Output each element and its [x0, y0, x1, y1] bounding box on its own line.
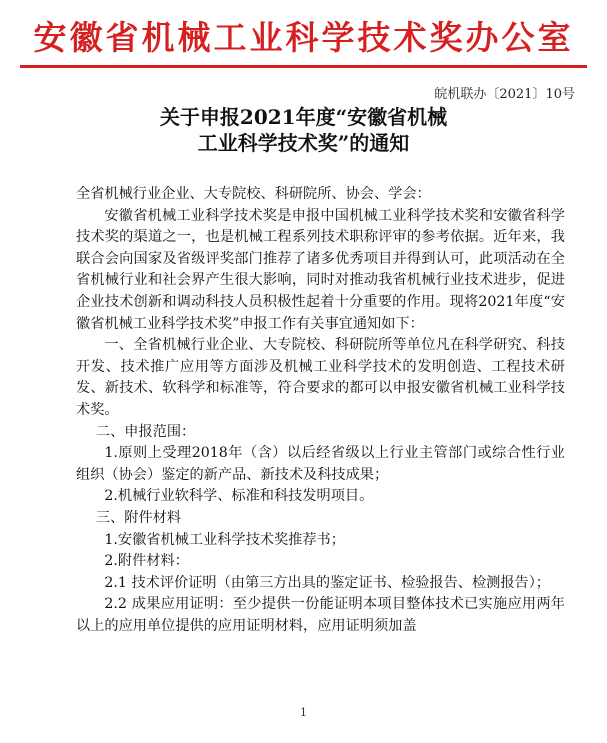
intro-paragraph: 安徽省机械工业科学技术奖是申报中国机械工业科学技术奖和安徽省科学技术奖的渠道之一，也是机械工程系列技术职称评审的参考依据。近年来，我联合会向国家及省级评奖部门推荐了诸多优秀项目并得到认可，此项活动在全省机械行业和社会界产生很大影响，同时对推动我省机械行业技术进步，促进企业技术创新和调动科技人员积极性起着十分重要的作用。现将2021年度“安徽省机械工业科学技术奖”申报工作有关事宜通知如下：	[76, 207, 565, 332]
section-1-paragraph: 一、全省机械行业企业、大专院校、科研院所等单位凡在科学研究、科技开发、技术推广应用等方面涉及机械工业科学技术的发明创造、工程技术研发、新技术、软科学和标准等，符合要求的都可以申报安徽省机械工业科学技术奖。	[76, 337, 565, 418]
notice-title	[0, 104, 607, 156]
section-3-item-2: 2.附件材料：	[104, 553, 189, 570]
section-3-item-1: 1.安徽省机械工业科学技术奖推荐书；	[104, 531, 345, 548]
section-2-heading: 二、申报范围：	[95, 423, 196, 440]
section-3-item-2-2: 2.2 成果应用证明：至少提供一份能证明本项目整体技术已实施应用两年以上的应用单位提供的应用证明材料，应用证明须加盖	[76, 596, 565, 634]
notice-body	[76, 184, 565, 637]
document-number: 皖机联办〔2021〕10号	[434, 87, 575, 102]
notice-title-line-1: 关于申报2021年度“安徽省机械	[159, 105, 448, 129]
page-number: 1	[300, 706, 307, 719]
header-red-line	[20, 65, 587, 68]
section-2-item-1: 1.原则上受理2018年（含）以后经省级以上行业主管部门或综合性行业组织（协会）鉴定的新产品、新技术及科技成果；	[76, 445, 565, 483]
section-2-item-2: 2.机械行业软科学、标准和科技发明项目。	[104, 488, 374, 505]
issuing-office-header: 安徽省机械工业科学技术奖办公室	[33, 18, 574, 57]
section-3-heading: 三、附件材料	[95, 509, 182, 526]
notice-title-line-2: 工业科学技术奖”的通知	[197, 131, 410, 155]
salutation: 全省机械行业企业、大专院校、科研院所、协会、学会：	[76, 186, 431, 202]
section-3-item-2-1: 2.1 技术评价证明（由第三方出具的鉴定证书、检验报告、检测报告）；	[104, 574, 550, 591]
